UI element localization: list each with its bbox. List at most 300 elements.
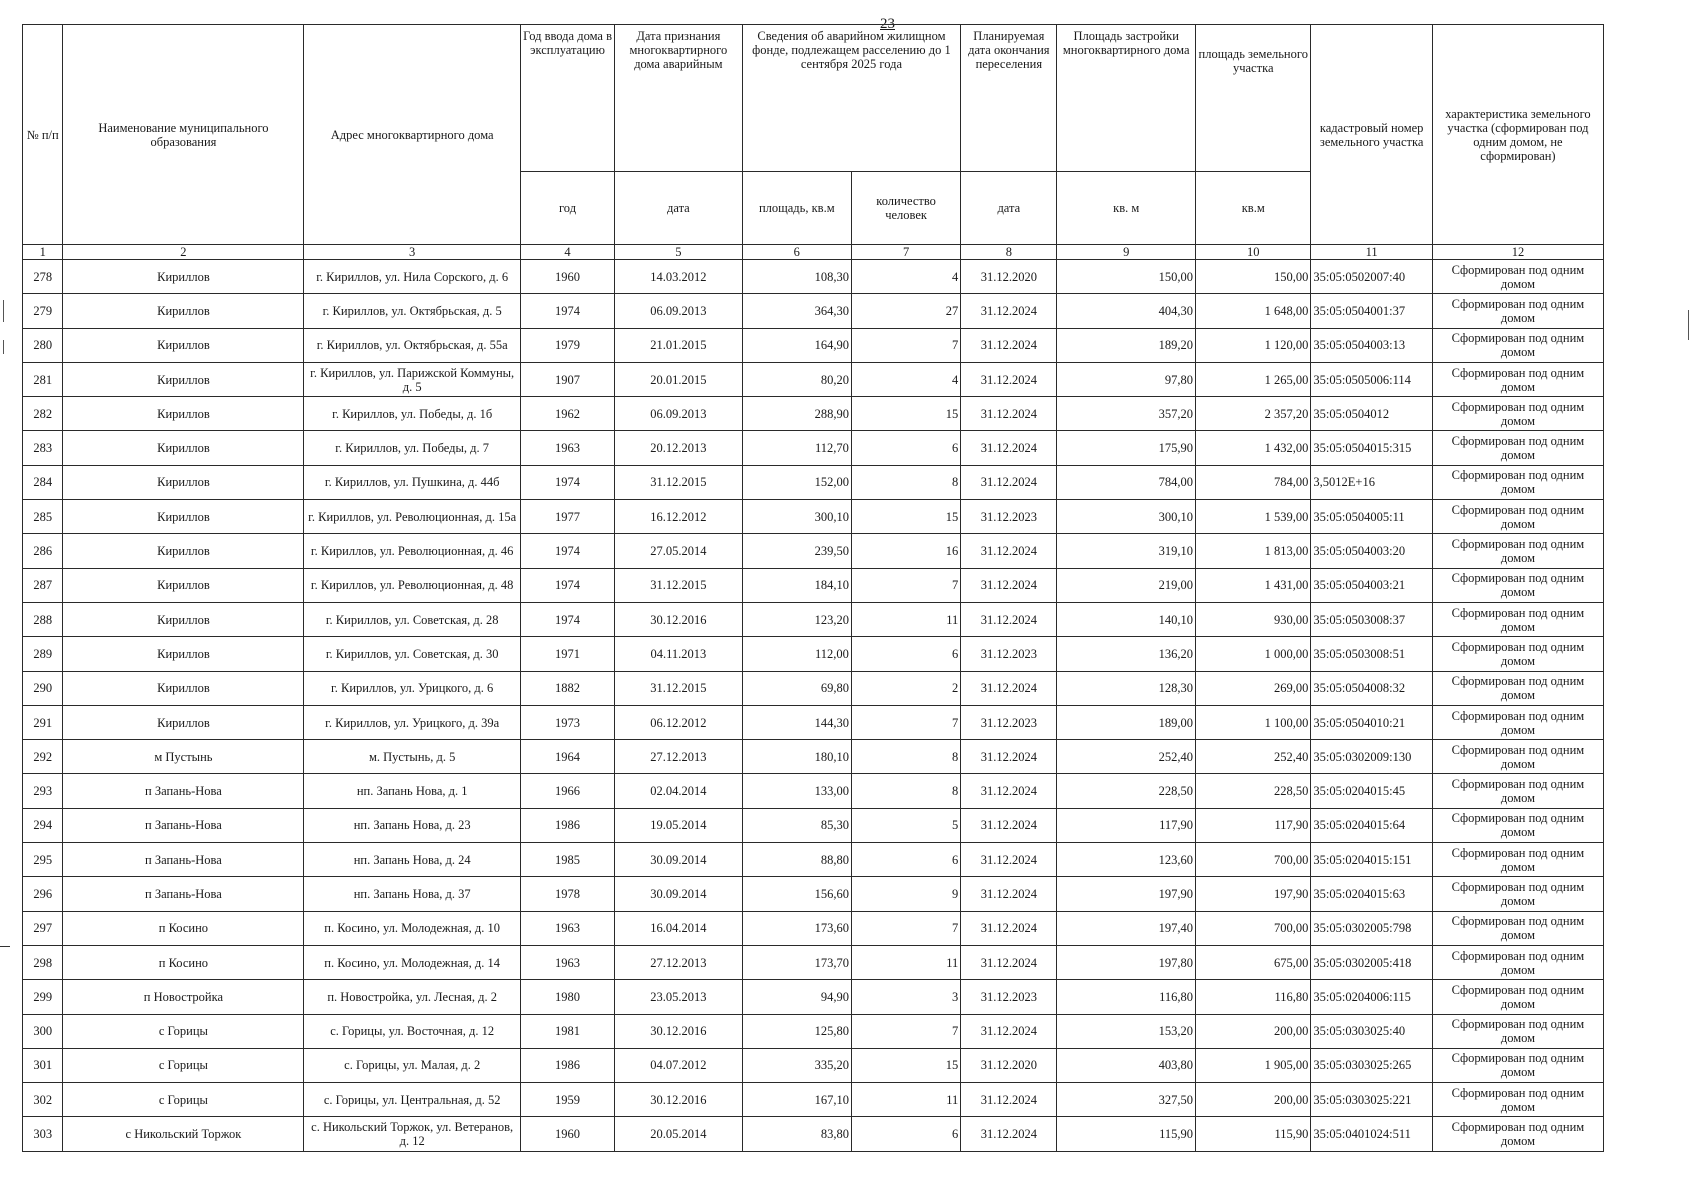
- planned-date-cell: 31.12.2024: [961, 362, 1057, 396]
- planned-date-cell: 31.12.2024: [961, 911, 1057, 945]
- date-emergency-cell: 20.01.2015: [615, 362, 743, 396]
- area-cell: 133,00: [742, 774, 851, 808]
- planned-date-cell: 31.12.2024: [961, 465, 1057, 499]
- planned-date-cell: 31.12.2024: [961, 568, 1057, 602]
- planned-date-cell: 31.12.2024: [961, 328, 1057, 362]
- document-page: [22, 24, 1604, 1152]
- cadastral-cell: 35:05:0504010:21: [1311, 705, 1432, 739]
- address-cell: с. Горицы, ул. Восточная, д. 12: [304, 1014, 521, 1048]
- people-cell: 6: [851, 431, 960, 465]
- row-number: 295: [23, 843, 63, 877]
- land-area-cell: 1 265,00: [1196, 362, 1311, 396]
- municipality-cell: Кириллов: [63, 465, 304, 499]
- municipality-cell: п Запань-Нова: [63, 843, 304, 877]
- people-cell: 6: [851, 1117, 960, 1151]
- cadastral-cell: 35:05:0504012: [1311, 397, 1432, 431]
- year-cell: 1980: [520, 980, 614, 1014]
- header-sub-date: дата: [615, 172, 743, 245]
- cadastral-cell: 35:05:0504003:13: [1311, 328, 1432, 362]
- land-area-cell: 197,90: [1196, 877, 1311, 911]
- land-char-cell: Сформирован под одним домом: [1432, 774, 1603, 808]
- land-area-cell: 675,00: [1196, 945, 1311, 979]
- table-row: [23, 465, 1604, 499]
- municipality-cell: п Запань-Нова: [63, 808, 304, 842]
- land-area-cell: 116,80: [1196, 980, 1311, 1014]
- year-cell: 1966: [520, 774, 614, 808]
- year-cell: 1978: [520, 877, 614, 911]
- building-area-cell: 252,40: [1057, 740, 1196, 774]
- building-area-cell: 175,90: [1057, 431, 1196, 465]
- cadastral-cell: 35:05:0303025:221: [1311, 1083, 1432, 1117]
- margin-mark: [1688, 310, 1689, 340]
- building-area-cell: 357,20: [1057, 397, 1196, 431]
- building-area-cell: 228,50: [1057, 774, 1196, 808]
- municipality-cell: Кириллов: [63, 500, 304, 534]
- area-cell: 83,80: [742, 1117, 851, 1151]
- date-emergency-cell: 30.12.2016: [615, 1014, 743, 1048]
- building-area-cell: 153,20: [1057, 1014, 1196, 1048]
- building-area-cell: 140,10: [1057, 602, 1196, 636]
- header-sub-date2: дата: [961, 172, 1057, 245]
- address-cell: нп. Запань Нова, д. 23: [304, 808, 521, 842]
- year-cell: 1959: [520, 1083, 614, 1117]
- planned-date-cell: 31.12.2024: [961, 877, 1057, 911]
- area-cell: 288,90: [742, 397, 851, 431]
- people-cell: 8: [851, 465, 960, 499]
- land-char-cell: Сформирован под одним домом: [1432, 602, 1603, 636]
- date-emergency-cell: 27.05.2014: [615, 534, 743, 568]
- date-emergency-cell: 27.12.2013: [615, 945, 743, 979]
- column-number: 2: [63, 245, 304, 260]
- area-cell: 112,00: [742, 637, 851, 671]
- address-cell: г. Кириллов, ул. Урицкого, д. 6: [304, 671, 521, 705]
- column-number: 7: [851, 245, 960, 260]
- municipality-cell: Кириллов: [63, 294, 304, 328]
- header-sub-area-build: кв. м: [1057, 172, 1196, 245]
- cadastral-cell: 35:05:0503008:51: [1311, 637, 1432, 671]
- row-number: 281: [23, 362, 63, 396]
- table-row: [23, 637, 1604, 671]
- planned-date-cell: 31.12.2024: [961, 1014, 1057, 1048]
- planned-date-cell: 31.12.2024: [961, 1117, 1057, 1151]
- table-row: [23, 980, 1604, 1014]
- area-cell: 69,80: [742, 671, 851, 705]
- table-row: [23, 808, 1604, 842]
- municipality-cell: с Горицы: [63, 1048, 304, 1082]
- people-cell: 15: [851, 500, 960, 534]
- municipality-cell: Кириллов: [63, 602, 304, 636]
- row-number: 279: [23, 294, 63, 328]
- table-row: [23, 397, 1604, 431]
- land-char-cell: Сформирован под одним домом: [1432, 808, 1603, 842]
- header-address: Адрес многоквартирного дома: [304, 25, 521, 245]
- table-row: [23, 911, 1604, 945]
- address-cell: г. Кириллов, ул. Октябрьская, д. 5: [304, 294, 521, 328]
- row-number: 285: [23, 500, 63, 534]
- header-land-area: площадь земельного участка: [1196, 25, 1311, 172]
- header-building-area: Площадь застройки многоквартирного дома: [1057, 25, 1196, 172]
- cadastral-cell: 35:05:0503008:37: [1311, 602, 1432, 636]
- table-row: [23, 774, 1604, 808]
- date-emergency-cell: 27.12.2013: [615, 740, 743, 774]
- year-cell: 1974: [520, 568, 614, 602]
- land-area-cell: 1 120,00: [1196, 328, 1311, 362]
- land-char-cell: Сформирован под одним домом: [1432, 980, 1603, 1014]
- planned-date-cell: 31.12.2024: [961, 843, 1057, 877]
- building-area-cell: 189,20: [1057, 328, 1196, 362]
- date-emergency-cell: 31.12.2015: [615, 568, 743, 602]
- row-number: 282: [23, 397, 63, 431]
- planned-date-cell: 31.12.2024: [961, 602, 1057, 636]
- date-emergency-cell: 06.12.2012: [615, 705, 743, 739]
- municipality-cell: п Новостройка: [63, 980, 304, 1014]
- row-number: 287: [23, 568, 63, 602]
- municipality-cell: Кириллов: [63, 260, 304, 294]
- people-cell: 7: [851, 911, 960, 945]
- address-cell: г. Кириллов, ул. Октябрьская, д. 55а: [304, 328, 521, 362]
- column-number: 3: [304, 245, 521, 260]
- people-cell: 11: [851, 602, 960, 636]
- table-row: [23, 1014, 1604, 1048]
- planned-date-cell: 31.12.2024: [961, 740, 1057, 774]
- row-number: 298: [23, 945, 63, 979]
- planned-date-cell: 31.12.2020: [961, 260, 1057, 294]
- row-number: 302: [23, 1083, 63, 1117]
- land-char-cell: Сформирован под одним домом: [1432, 534, 1603, 568]
- table-row: [23, 877, 1604, 911]
- people-cell: 7: [851, 1014, 960, 1048]
- people-cell: 27: [851, 294, 960, 328]
- address-cell: нп. Запань Нова, д. 37: [304, 877, 521, 911]
- building-area-cell: 115,90: [1057, 1117, 1196, 1151]
- table-row: [23, 534, 1604, 568]
- area-cell: 173,70: [742, 945, 851, 979]
- people-cell: 6: [851, 637, 960, 671]
- area-cell: 167,10: [742, 1083, 851, 1117]
- land-char-cell: Сформирован под одним домом: [1432, 260, 1603, 294]
- land-area-cell: 1 431,00: [1196, 568, 1311, 602]
- cadastral-cell: 35:05:0204006:115: [1311, 980, 1432, 1014]
- year-cell: 1963: [520, 431, 614, 465]
- cadastral-cell: 35:05:0502007:40: [1311, 260, 1432, 294]
- row-number: 280: [23, 328, 63, 362]
- building-area-cell: 197,80: [1057, 945, 1196, 979]
- table-row: [23, 431, 1604, 465]
- row-number: 297: [23, 911, 63, 945]
- year-cell: 1960: [520, 1117, 614, 1151]
- year-cell: 1986: [520, 808, 614, 842]
- table-row: [23, 1117, 1604, 1151]
- municipality-cell: м Пустынь: [63, 740, 304, 774]
- date-emergency-cell: 23.05.2013: [615, 980, 743, 1014]
- land-char-cell: Сформирован под одним домом: [1432, 500, 1603, 534]
- land-area-cell: 2 357,20: [1196, 397, 1311, 431]
- land-char-cell: Сформирован под одним домом: [1432, 671, 1603, 705]
- land-char-cell: Сформирован под одним домом: [1432, 1048, 1603, 1082]
- column-number: 5: [615, 245, 743, 260]
- date-emergency-cell: 30.12.2016: [615, 1083, 743, 1117]
- year-cell: 1974: [520, 534, 614, 568]
- area-cell: 123,20: [742, 602, 851, 636]
- people-cell: 15: [851, 1048, 960, 1082]
- date-emergency-cell: 16.12.2012: [615, 500, 743, 534]
- building-area-cell: 404,30: [1057, 294, 1196, 328]
- area-cell: 125,80: [742, 1014, 851, 1048]
- date-emergency-cell: 02.04.2014: [615, 774, 743, 808]
- header-sub-area: площадь, кв.м: [742, 172, 851, 245]
- column-number: 12: [1432, 245, 1603, 260]
- row-number: 303: [23, 1117, 63, 1151]
- building-area-cell: 327,50: [1057, 1083, 1196, 1117]
- planned-date-cell: 31.12.2024: [961, 534, 1057, 568]
- address-cell: г. Кириллов, ул. Советская, д. 28: [304, 602, 521, 636]
- header-sub-people: количество человек: [851, 172, 960, 245]
- cadastral-cell: 35:05:0204015:45: [1311, 774, 1432, 808]
- year-cell: 1963: [520, 945, 614, 979]
- land-area-cell: 930,00: [1196, 602, 1311, 636]
- planned-date-cell: 31.12.2024: [961, 945, 1057, 979]
- land-char-cell: Сформирован под одним домом: [1432, 328, 1603, 362]
- date-emergency-cell: 20.12.2013: [615, 431, 743, 465]
- municipality-cell: п Косино: [63, 945, 304, 979]
- municipality-cell: Кириллов: [63, 431, 304, 465]
- building-area-cell: 784,00: [1057, 465, 1196, 499]
- land-area-cell: 1 432,00: [1196, 431, 1311, 465]
- cadastral-cell: 35:05:0504015:315: [1311, 431, 1432, 465]
- date-emergency-cell: 20.05.2014: [615, 1117, 743, 1151]
- row-number: 290: [23, 671, 63, 705]
- building-area-cell: 403,80: [1057, 1048, 1196, 1082]
- address-cell: м. Пустынь, д. 5: [304, 740, 521, 774]
- land-area-cell: 115,90: [1196, 1117, 1311, 1151]
- municipality-cell: Кириллов: [63, 671, 304, 705]
- table-row: [23, 1083, 1604, 1117]
- year-cell: 1962: [520, 397, 614, 431]
- building-area-cell: 128,30: [1057, 671, 1196, 705]
- table-row: [23, 500, 1604, 534]
- cadastral-cell: 35:05:0504003:21: [1311, 568, 1432, 602]
- column-number: 4: [520, 245, 614, 260]
- year-cell: 1974: [520, 465, 614, 499]
- planned-date-cell: 31.12.2023: [961, 500, 1057, 534]
- row-number: 294: [23, 808, 63, 842]
- date-emergency-cell: 16.04.2014: [615, 911, 743, 945]
- land-char-cell: Сформирован под одним домом: [1432, 637, 1603, 671]
- land-char-cell: Сформирован под одним домом: [1432, 740, 1603, 774]
- area-cell: 108,30: [742, 260, 851, 294]
- header-planned-date: Планируемая дата окончания переселения: [961, 25, 1057, 172]
- municipality-cell: п Запань-Нова: [63, 774, 304, 808]
- planned-date-cell: 31.12.2024: [961, 294, 1057, 328]
- land-char-cell: Сформирован под одним домом: [1432, 877, 1603, 911]
- row-number: 300: [23, 1014, 63, 1048]
- building-area-cell: 123,60: [1057, 843, 1196, 877]
- people-cell: 16: [851, 534, 960, 568]
- table-row: [23, 362, 1604, 396]
- building-area-cell: 117,90: [1057, 808, 1196, 842]
- address-cell: п. Новостройка, ул. Лесная, д. 2: [304, 980, 521, 1014]
- land-area-cell: 700,00: [1196, 843, 1311, 877]
- area-cell: 88,80: [742, 843, 851, 877]
- area-cell: 180,10: [742, 740, 851, 774]
- year-cell: 1971: [520, 637, 614, 671]
- cadastral-cell: 35:05:0504005:11: [1311, 500, 1432, 534]
- date-emergency-cell: 30.09.2014: [615, 877, 743, 911]
- row-number: 278: [23, 260, 63, 294]
- row-number: 286: [23, 534, 63, 568]
- address-cell: п. Косино, ул. Молодежная, д. 14: [304, 945, 521, 979]
- land-char-cell: Сформирован под одним домом: [1432, 843, 1603, 877]
- land-char-cell: Сформирован под одним домом: [1432, 294, 1603, 328]
- people-cell: 9: [851, 877, 960, 911]
- people-cell: 8: [851, 740, 960, 774]
- land-char-cell: Сформирован под одним домом: [1432, 362, 1603, 396]
- cadastral-cell: 35:05:0303025:40: [1311, 1014, 1432, 1048]
- land-char-cell: Сформирован под одним домом: [1432, 911, 1603, 945]
- municipality-cell: п Запань-Нова: [63, 877, 304, 911]
- land-area-cell: 784,00: [1196, 465, 1311, 499]
- year-cell: 1977: [520, 500, 614, 534]
- land-char-cell: Сформирован под одним домом: [1432, 465, 1603, 499]
- building-area-cell: 319,10: [1057, 534, 1196, 568]
- land-char-cell: Сформирован под одним домом: [1432, 568, 1603, 602]
- address-cell: нп. Запань Нова, д. 1: [304, 774, 521, 808]
- row-number: 289: [23, 637, 63, 671]
- building-area-cell: 219,00: [1057, 568, 1196, 602]
- year-cell: 1986: [520, 1048, 614, 1082]
- people-cell: 7: [851, 568, 960, 602]
- address-cell: с. Горицы, ул. Малая, д. 2: [304, 1048, 521, 1082]
- cadastral-cell: 35:05:0505006:114: [1311, 362, 1432, 396]
- cadastral-cell: 35:05:0302005:418: [1311, 945, 1432, 979]
- header-municipality: Наименование муниципального образования: [63, 25, 304, 245]
- address-cell: г. Кириллов, ул. Советская, д. 30: [304, 637, 521, 671]
- date-emergency-cell: 04.07.2012: [615, 1048, 743, 1082]
- header-year-built: Год ввода дома в эксплуатацию: [520, 25, 614, 172]
- row-number: 296: [23, 877, 63, 911]
- land-char-cell: Сформирован под одним домом: [1432, 397, 1603, 431]
- column-number: 11: [1311, 245, 1432, 260]
- date-emergency-cell: 06.09.2013: [615, 294, 743, 328]
- address-cell: с. Горицы, ул. Центральная, д. 52: [304, 1083, 521, 1117]
- planned-date-cell: 31.12.2024: [961, 1083, 1057, 1117]
- land-area-cell: 1 813,00: [1196, 534, 1311, 568]
- margin-mark: [3, 300, 4, 322]
- cadastral-cell: 35:05:0303025:265: [1311, 1048, 1432, 1082]
- planned-date-cell: 31.12.2023: [961, 705, 1057, 739]
- table-row: [23, 328, 1604, 362]
- address-cell: п. Косино, ул. Молодежная, д. 10: [304, 911, 521, 945]
- table-row: [23, 740, 1604, 774]
- table-row: [23, 843, 1604, 877]
- column-number: 1: [23, 245, 63, 260]
- municipality-cell: Кириллов: [63, 637, 304, 671]
- row-number: 288: [23, 602, 63, 636]
- row-number: 301: [23, 1048, 63, 1082]
- cadastral-cell: 35:05:0401024:511: [1311, 1117, 1432, 1151]
- row-number: 283: [23, 431, 63, 465]
- area-cell: 112,70: [742, 431, 851, 465]
- date-emergency-cell: 21.01.2015: [615, 328, 743, 362]
- land-area-cell: 1 100,00: [1196, 705, 1311, 739]
- cadastral-cell: 35:05:0504003:20: [1311, 534, 1432, 568]
- address-cell: г. Кириллов, ул. Революционная, д. 15а: [304, 500, 521, 534]
- address-cell: г. Кириллов, ул. Победы, д. 7: [304, 431, 521, 465]
- year-cell: 1973: [520, 705, 614, 739]
- land-char-cell: Сформирован под одним домом: [1432, 431, 1603, 465]
- area-cell: 184,10: [742, 568, 851, 602]
- people-cell: 2: [851, 671, 960, 705]
- table-row: [23, 705, 1604, 739]
- date-emergency-cell: 04.11.2013: [615, 637, 743, 671]
- year-cell: 1882: [520, 671, 614, 705]
- area-cell: 156,60: [742, 877, 851, 911]
- table-row: [23, 602, 1604, 636]
- municipality-cell: Кириллов: [63, 328, 304, 362]
- area-cell: 94,90: [742, 980, 851, 1014]
- building-area-cell: 116,80: [1057, 980, 1196, 1014]
- header-date-emergency: Дата признания многоквартирного дома аварийным: [615, 25, 743, 172]
- column-number: 8: [961, 245, 1057, 260]
- year-cell: 1979: [520, 328, 614, 362]
- area-cell: 152,00: [742, 465, 851, 499]
- address-cell: с. Никольский Торжок, ул. Ветеранов, д. 12: [304, 1117, 521, 1151]
- row-number: 292: [23, 740, 63, 774]
- year-cell: 1907: [520, 362, 614, 396]
- planned-date-cell: 31.12.2023: [961, 980, 1057, 1014]
- date-emergency-cell: 30.09.2014: [615, 843, 743, 877]
- emergency-housing-table: [22, 24, 1604, 1152]
- land-area-cell: 1 539,00: [1196, 500, 1311, 534]
- margin-dash: [0, 946, 10, 947]
- date-emergency-cell: 06.09.2013: [615, 397, 743, 431]
- area-cell: 239,50: [742, 534, 851, 568]
- column-number: 10: [1196, 245, 1311, 260]
- municipality-cell: с Горицы: [63, 1083, 304, 1117]
- planned-date-cell: 31.12.2024: [961, 397, 1057, 431]
- planned-date-cell: 31.12.2024: [961, 431, 1057, 465]
- building-area-cell: 97,80: [1057, 362, 1196, 396]
- municipality-cell: п Косино: [63, 911, 304, 945]
- area-cell: 335,20: [742, 1048, 851, 1082]
- column-number: 6: [742, 245, 851, 260]
- table-row: [23, 294, 1604, 328]
- area-cell: 173,60: [742, 911, 851, 945]
- land-area-cell: 200,00: [1196, 1083, 1311, 1117]
- year-cell: 1963: [520, 911, 614, 945]
- land-area-cell: 269,00: [1196, 671, 1311, 705]
- table-row: [23, 260, 1604, 294]
- planned-date-cell: 31.12.2023: [961, 637, 1057, 671]
- table-row: [23, 671, 1604, 705]
- year-cell: 1974: [520, 602, 614, 636]
- people-cell: 6: [851, 843, 960, 877]
- year-cell: 1974: [520, 294, 614, 328]
- municipality-cell: Кириллов: [63, 397, 304, 431]
- building-area-cell: 197,90: [1057, 877, 1196, 911]
- cadastral-cell: 35:05:0302005:798: [1311, 911, 1432, 945]
- land-char-cell: Сформирован под одним домом: [1432, 1117, 1603, 1151]
- cadastral-cell: 35:05:0204015:64: [1311, 808, 1432, 842]
- people-cell: 11: [851, 945, 960, 979]
- row-number: 299: [23, 980, 63, 1014]
- planned-date-cell: 31.12.2020: [961, 1048, 1057, 1082]
- people-cell: 7: [851, 328, 960, 362]
- header-sub-area-land: кв.м: [1196, 172, 1311, 245]
- date-emergency-cell: 30.12.2016: [615, 602, 743, 636]
- row-number: 284: [23, 465, 63, 499]
- address-cell: г. Кириллов, ул. Революционная, д. 46: [304, 534, 521, 568]
